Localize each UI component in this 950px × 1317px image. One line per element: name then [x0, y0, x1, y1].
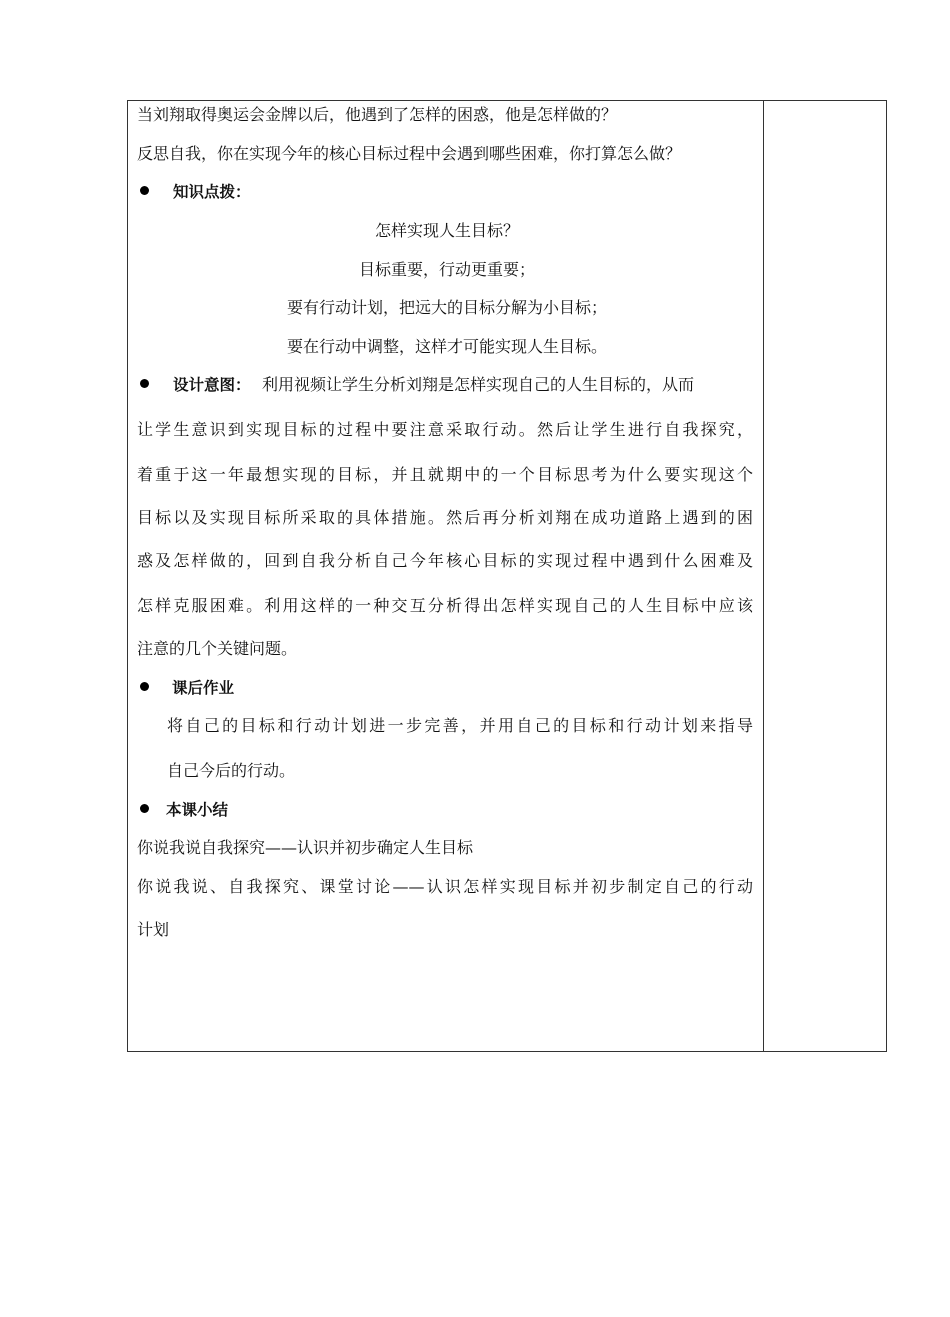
design-text: 让学生意识到实现目标的过程中要注意采取行动。然后让学生进行自我探究，	[137, 420, 753, 439]
bullet-icon	[140, 186, 149, 195]
design-text: 目标以及实现目标所采取的具体措施。然后再分析刘翔在成功道路上遇到的困	[137, 508, 753, 527]
knowledge-item: 目标重要，行动更重要；	[358, 260, 535, 279]
bullet-icon	[140, 379, 149, 388]
design-text: 着重于这一年最想实现的目标，并且就期中的一个目标思考为什么要实现这个	[137, 465, 753, 484]
knowledge-item: 要有行动计划，把远大的目标分解为小目标；	[286, 298, 607, 317]
knowledge-heading: 知识点拨：	[173, 183, 251, 201]
summary-heading: 本课小结	[166, 801, 229, 819]
homework-text: 自己今后的行动。	[167, 761, 296, 780]
design-text: 注意的几个关键问题。	[137, 639, 298, 658]
question-reflect-self: 反思自我，你在实现今年的核心目标过程中会遇到哪些困难，你打算怎么做？	[137, 144, 682, 163]
summary-text: 你说我说自我探究——认识并初步确定人生目标	[137, 838, 474, 857]
bullet-icon	[140, 682, 149, 691]
knowledge-item: 要在行动中调整，这样才可能实现人生目标。	[286, 337, 607, 356]
design-text: 利用视频让学生分析刘翔是怎样实现自己的人生目标的，从而	[262, 375, 695, 394]
homework-heading: 课后作业	[172, 679, 235, 697]
lesson-table	[127, 100, 887, 1052]
bullet-icon	[140, 804, 149, 813]
knowledge-item: 怎样实现人生目标？	[374, 221, 519, 240]
summary-text: 计划	[137, 920, 170, 939]
question-liu-xiang: 当刘翔取得奥运会金牌以后，他遇到了怎样的困惑，他是怎样做的？	[137, 105, 618, 124]
table-column-divider	[763, 101, 764, 1051]
design-heading: 设计意图：	[173, 376, 251, 394]
design-text: 怎样克服困难。利用这样的一种交互分析得出怎样实现自己的人生目标中应该	[137, 596, 753, 615]
design-text: 惑及怎样做的，回到自我分析自己今年核心目标的实现过程中遇到什么困难及	[137, 551, 753, 570]
homework-text: 将自己的目标和行动计划进一步完善，并用自己的目标和行动计划来指导	[167, 716, 753, 735]
summary-text: 你说我说、自我探究、课堂讨论——认识怎样实现目标并初步制定自己的行动	[137, 877, 753, 896]
